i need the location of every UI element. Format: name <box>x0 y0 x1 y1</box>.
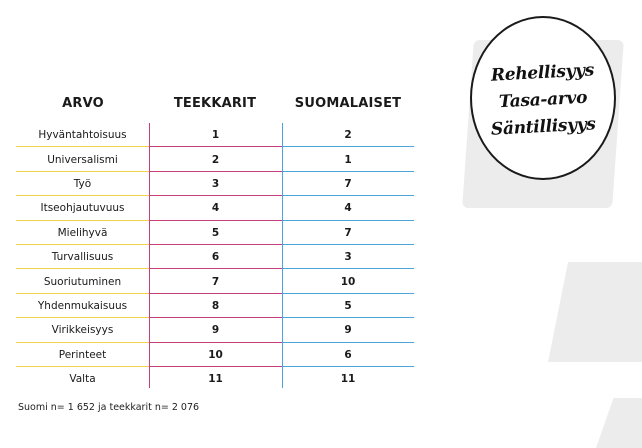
table-row <box>16 221 414 245</box>
table-row <box>16 172 414 196</box>
badge-word: Säntillisyys <box>490 113 596 140</box>
suomalaiset-rank: 2 <box>344 129 352 142</box>
decorative-shape <box>548 262 642 362</box>
value-name: Virikkeisyys <box>51 324 114 337</box>
badge-word: Rehellisyys <box>490 59 595 86</box>
suomalaiset-rank: 7 <box>344 177 352 190</box>
teekkarit-rank: 5 <box>211 226 220 239</box>
suomalaiset-rank: 10 <box>340 275 356 288</box>
suomalaiset-rank: 11 <box>340 373 356 386</box>
suomalaiset-rank: 7 <box>344 226 352 239</box>
value-name: Suoriutuminen <box>43 275 122 288</box>
suomalaiset-rank: 5 <box>344 299 352 312</box>
footnote: Suomi n= 1 652 ja teekkarit n= 2 076 <box>18 402 200 413</box>
table-row <box>16 123 414 147</box>
teekkarit-rank: 6 <box>211 251 220 264</box>
teekkarit-rank: 2 <box>211 153 220 166</box>
value-name: Hyväntahtoisuus <box>38 129 127 142</box>
header-suomalaiset: SUOMALAISET <box>294 96 402 111</box>
value-name: Universalismi <box>47 153 118 166</box>
table-row <box>16 367 414 391</box>
teekkarit-rank: 9 <box>211 324 220 337</box>
table-row <box>16 147 414 171</box>
value-name: Mielihyvä <box>57 226 108 239</box>
teekkarit-rank: 3 <box>211 177 220 190</box>
suomalaiset-rank: 9 <box>344 324 352 337</box>
teekkarit-rank: 7 <box>211 275 220 288</box>
teekkarit-rank: 11 <box>208 373 223 386</box>
values-table <box>16 123 414 391</box>
suomalaiset-rank: 4 <box>344 202 352 215</box>
header-arvo: ARVO <box>62 96 104 111</box>
suomalaiset-rank: 3 <box>344 251 352 264</box>
value-name: Turvallisuus <box>51 251 114 264</box>
header-teekkarit: TEEKKARIT <box>173 96 257 111</box>
value-name: Työ <box>73 177 92 190</box>
table-row <box>16 318 414 342</box>
teekkarit-rank: 4 <box>211 202 220 215</box>
teekkarit-rank: 10 <box>208 348 223 361</box>
teekkarit-rank: 8 <box>211 299 220 312</box>
badge-word: Tasa-arvo <box>498 87 588 112</box>
suomalaiset-rank: 1 <box>344 153 352 166</box>
value-name: Valta <box>69 373 96 386</box>
table-row <box>16 343 414 367</box>
table-row <box>16 294 414 318</box>
value-name: Yhdenmukaisuus <box>37 299 128 312</box>
table-row <box>16 245 414 269</box>
value-name: Perinteet <box>58 348 107 361</box>
values-badge <box>470 16 616 180</box>
table-row <box>16 269 414 293</box>
teekkarit-rank: 1 <box>211 129 220 142</box>
table-row <box>16 196 414 220</box>
value-name: Itseohjautuvuus <box>40 202 125 215</box>
suomalaiset-rank: 6 <box>344 348 352 361</box>
